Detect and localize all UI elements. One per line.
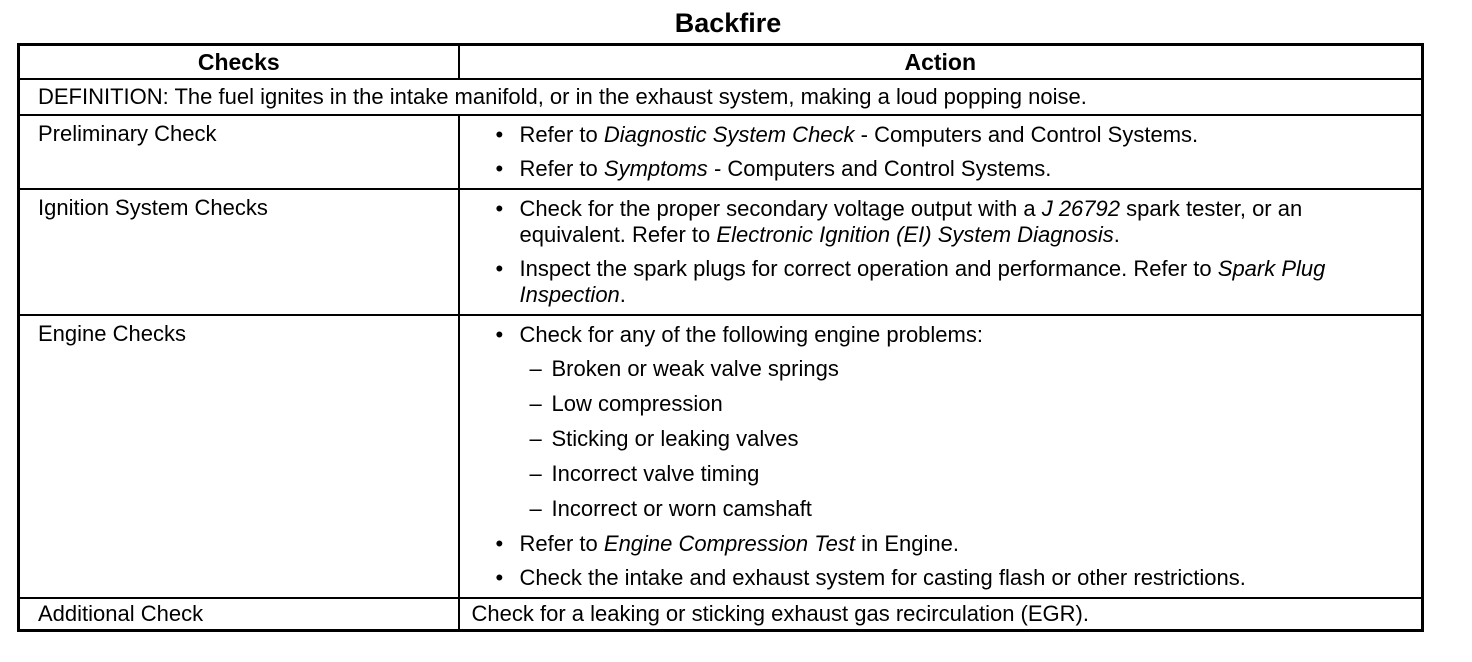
check-label: Preliminary Check [19,115,459,189]
list-item: – Sticking or leaking valves [520,426,1410,452]
action-list [494,322,1410,591]
action-column-header: Action [459,45,1423,80]
page-title: Backfire [674,8,782,38]
table-row [19,115,1423,189]
action-list [494,196,1410,308]
action-item: • Check for the proper secondary voltage output with a J 26792 spark tester, or an equivalent. Refer to Electronic Ignition (EI) System Diagnosis. [494,196,1410,248]
action-item: • Check the intake and exhaust system for casting flash or other restrictions. [494,565,1410,591]
action-cell [459,189,1423,315]
action-item: • Refer to Engine Compression Test in Engine. [494,531,1410,557]
action-list [494,122,1410,182]
list-item: – Broken or weak valve springs [520,356,1410,382]
definition-text: DEFINITION: The fuel ignites in the intake manifold, or in the exhaust system, making a loud popping noise. [19,79,1423,115]
action-item: • Check for any of the following engine problems: – Broken or weak valve springs – Low compression – Sticking or leaking valves – Incorrect valve timing – Incorrect or worn camshaft [494,322,1410,522]
engine-problem-list [520,356,1410,522]
check-label: Ignition System Checks [19,189,459,315]
action-cell: Check for a leaking or sticking exhaust gas recirculation (EGR). [459,598,1423,631]
check-label: Engine Checks [19,315,459,598]
action-item: • Inspect the spark plugs for correct operation and performance. Refer to Spark Plug Inspection. [494,256,1410,308]
action-item: • Refer to Symptoms - Computers and Control Systems. [494,156,1410,182]
list-item: – Incorrect valve timing [520,461,1410,487]
action-item: • Refer to Diagnostic System Check - Computers and Control Systems. [494,122,1410,148]
action-cell [459,115,1423,189]
check-label: Additional Check [19,598,459,631]
list-item: – Low compression [520,391,1410,417]
list-item: – Incorrect or worn camshaft [520,496,1410,522]
action-cell [459,315,1423,598]
definition-row [19,79,1423,115]
table-row [19,189,1423,315]
table-row [19,598,1423,631]
checks-column-header: Checks [19,45,459,80]
table-row [19,315,1423,598]
header-row [19,45,1423,80]
backfire-checks-table [17,43,1424,632]
